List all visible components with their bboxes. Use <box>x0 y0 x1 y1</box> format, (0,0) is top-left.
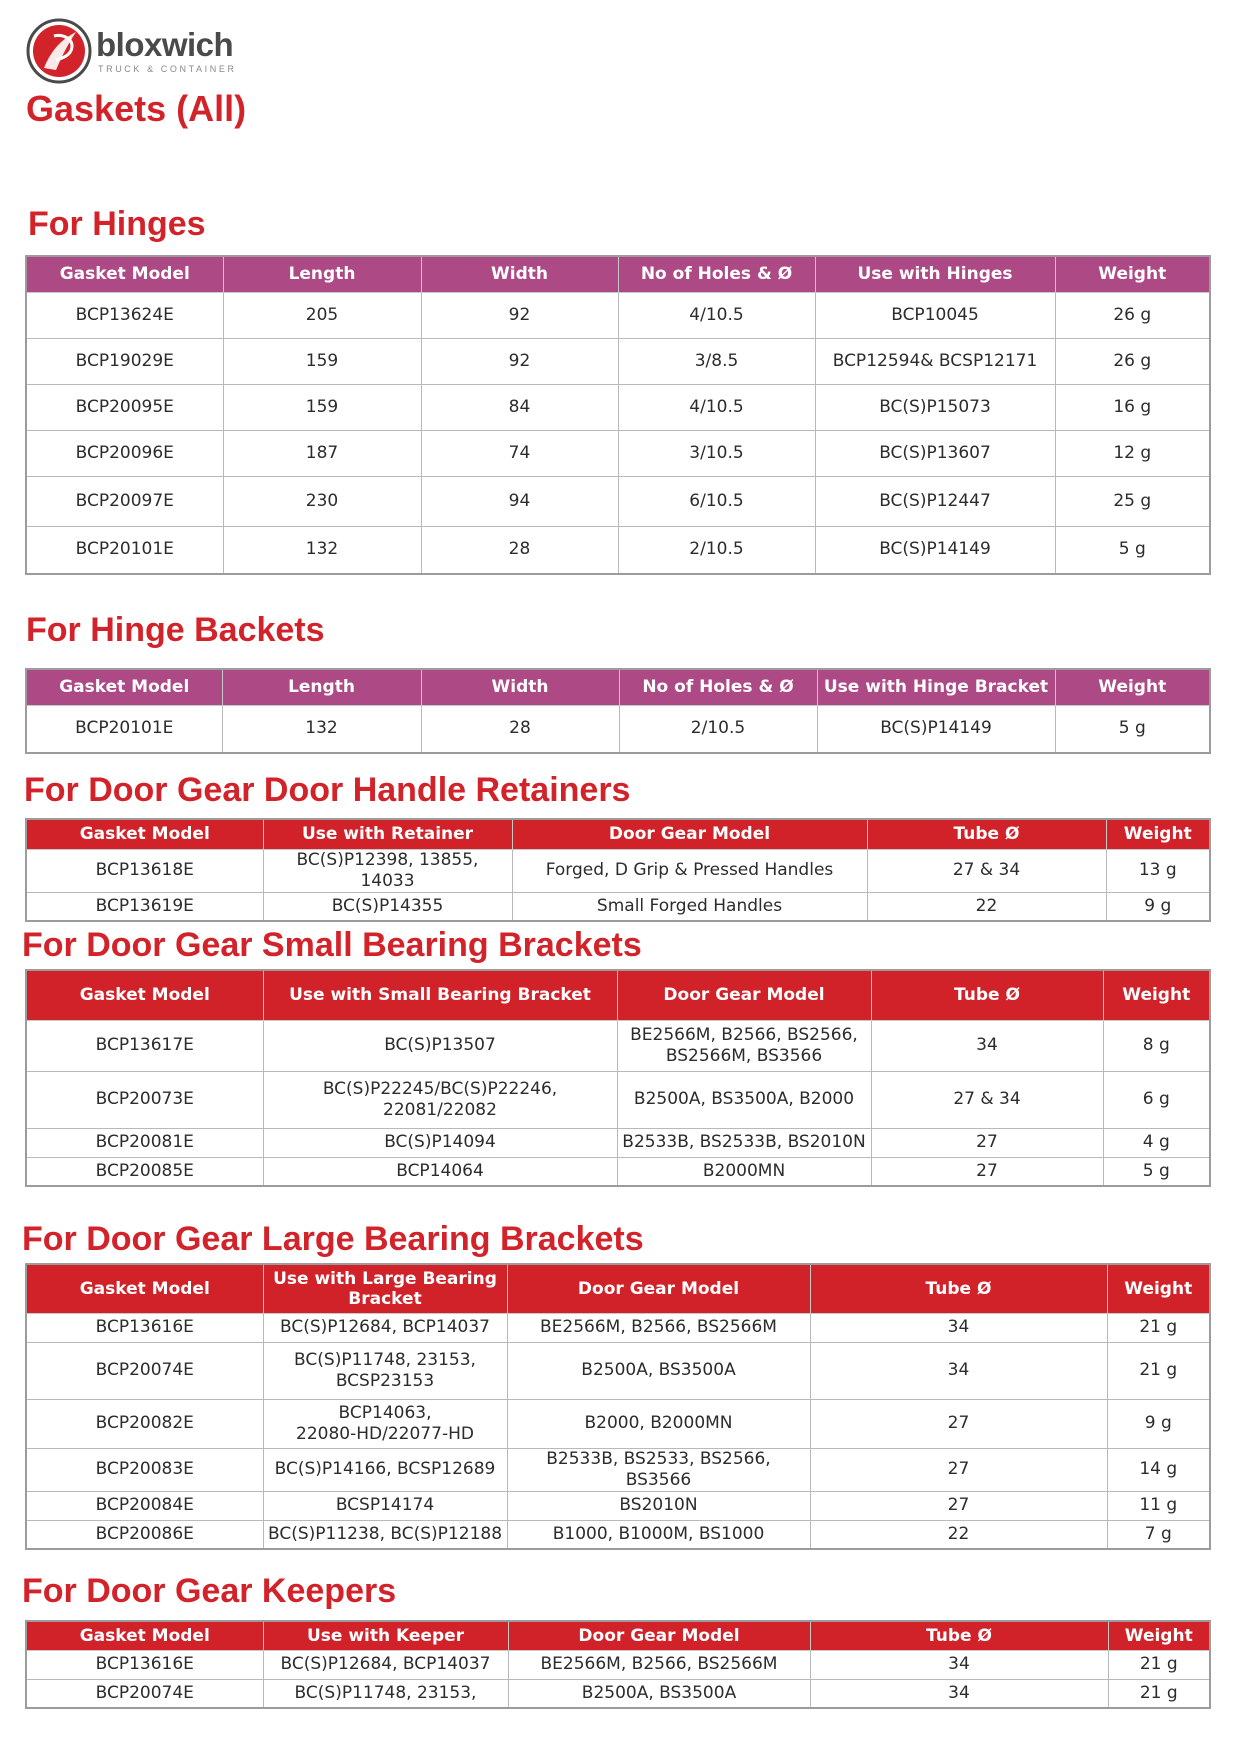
table-cell: 9 g <box>1107 1399 1210 1448</box>
table-row <box>26 292 1210 338</box>
table-large-bearing <box>25 1263 1211 1550</box>
table-cell: 132 <box>223 526 421 574</box>
table-cell: BE2566M, B2566, BS2566M <box>508 1650 810 1679</box>
table-cell: 27 <box>810 1399 1107 1448</box>
table-cell: 132 <box>222 705 421 753</box>
table-cell: BCP13619E <box>26 892 263 921</box>
table-cell: 21 g <box>1108 1650 1210 1679</box>
table-cell: 6 g <box>1103 1071 1210 1128</box>
column-header: Use with Small Bearing Bracket <box>263 970 617 1020</box>
column-header: Gasket Model <box>26 256 223 292</box>
table-cell: BCP13624E <box>26 292 223 338</box>
column-header: Length <box>223 256 421 292</box>
column-header: Width <box>421 256 618 292</box>
table-cell: BCP20083E <box>26 1448 263 1491</box>
table-hinges <box>25 255 1211 575</box>
column-header: Tube Ø <box>871 970 1103 1020</box>
table-row <box>26 1128 1210 1157</box>
table-cell: 9 g <box>1106 892 1210 921</box>
table-cell: 2/10.5 <box>618 526 815 574</box>
table-cell: 34 <box>810 1342 1107 1399</box>
section-title-large-bearing: For Door Gear Large Bearing Brackets <box>22 1220 644 1258</box>
table-row <box>26 1157 1210 1186</box>
column-header: Gasket Model <box>26 1621 263 1650</box>
table-cell: 84 <box>421 384 618 430</box>
table-cell: 26 g <box>1055 338 1210 384</box>
table-handle-retainers <box>25 818 1211 922</box>
table-cell: BCP20096E <box>26 430 223 476</box>
table-row <box>26 1399 1210 1448</box>
table-cell: 6/10.5 <box>618 476 815 526</box>
table-row <box>26 849 1210 892</box>
column-header: Gasket Model <box>26 669 222 705</box>
table-cell: 159 <box>223 384 421 430</box>
table-cell: 13 g <box>1106 849 1210 892</box>
table-cell: 34 <box>810 1313 1107 1342</box>
column-header: No of Holes & Ø <box>618 256 815 292</box>
table-cell: 28 <box>421 705 619 753</box>
column-header: Door Gear Model <box>508 1621 810 1650</box>
table-cell: BCP10045 <box>815 292 1055 338</box>
table-cell: 3/8.5 <box>618 338 815 384</box>
table-cell: BC(S)P15073 <box>815 384 1055 430</box>
table-cell: BC(S)P22245/BC(S)P22246, 22081/22082 <box>263 1071 617 1128</box>
column-header: Use with Retainer <box>263 819 512 849</box>
table-cell: 16 g <box>1055 384 1210 430</box>
column-header: Door Gear Model <box>512 819 867 849</box>
table-cell: 5 g <box>1055 705 1210 753</box>
table-cell: 4/10.5 <box>618 292 815 338</box>
table-cell: B2000MN <box>617 1157 871 1186</box>
header-row <box>26 970 1210 1020</box>
section-title-hinge-brackets: For Hinge Backets <box>26 611 325 649</box>
table-cell: BCP20082E <box>26 1399 263 1448</box>
table-cell: 34 <box>871 1020 1103 1071</box>
column-header: Use with Hinge Bracket <box>817 669 1055 705</box>
table-cell: BCP13617E <box>26 1020 263 1071</box>
table-cell: 12 g <box>1055 430 1210 476</box>
table-cell: Forged, D Grip & Pressed Handles <box>512 849 867 892</box>
table-cell: 21 g <box>1108 1679 1210 1708</box>
table-cell: B2500A, BS3500A <box>507 1342 810 1399</box>
table-row <box>26 1448 1210 1491</box>
table-cell: 5 g <box>1055 526 1210 574</box>
table-cell: 2/10.5 <box>619 705 817 753</box>
table-cell: 11 g <box>1107 1491 1210 1520</box>
table-cell: BC(S)P14166, BCSP12689 <box>263 1448 507 1491</box>
table-cell: 159 <box>223 338 421 384</box>
column-header: Weight <box>1103 970 1210 1020</box>
brand-name: bloxwich <box>96 26 234 63</box>
table-cell: 5 g <box>1103 1157 1210 1186</box>
table-cell: 34 <box>810 1650 1108 1679</box>
table-cell: BCP20101E <box>26 526 223 574</box>
table-cell: BCP20073E <box>26 1071 263 1128</box>
column-header: Use with Keeper <box>263 1621 508 1650</box>
table-cell: B2000, B2000MN <box>507 1399 810 1448</box>
table-row <box>26 1342 1210 1399</box>
column-header: Door Gear Model <box>617 970 871 1020</box>
table-cell: BCP13618E <box>26 849 263 892</box>
table-cell: 205 <box>223 292 421 338</box>
table-cell: B1000, B1000M, BS1000 <box>507 1520 810 1549</box>
page-title: Gaskets (All) <box>26 88 247 129</box>
brand-tagline: TRUCK & CONTAINER <box>98 64 237 74</box>
column-header: Length <box>222 669 421 705</box>
table-row <box>26 1491 1210 1520</box>
table-cell: B2533B, BS2533, BS2566, BS3566 <box>507 1448 810 1491</box>
table-cell: BC(S)P14355 <box>263 892 512 921</box>
table-cell: 22 <box>867 892 1106 921</box>
table-cell: 94 <box>421 476 618 526</box>
section-title-handle-retainers: For Door Gear Door Handle Retainers <box>24 771 631 809</box>
table-cell: BCP20101E <box>26 705 222 753</box>
table-cell: BCP14064 <box>263 1157 617 1186</box>
column-header: Tube Ø <box>867 819 1106 849</box>
table-cell: 4 g <box>1103 1128 1210 1157</box>
column-header: Weight <box>1106 819 1210 849</box>
column-header: Gasket Model <box>26 1264 263 1313</box>
table-cell: BC(S)P12684, BCP14037 <box>263 1650 508 1679</box>
table-row <box>26 705 1210 753</box>
section-title-keepers: For Door Gear Keepers <box>22 1572 397 1610</box>
table-cell: 187 <box>223 430 421 476</box>
column-header: Use with Hinges <box>815 256 1055 292</box>
table-cell: 14 g <box>1107 1448 1210 1491</box>
table-cell: 27 <box>871 1157 1103 1186</box>
table-cell: BCP13616E <box>26 1313 263 1342</box>
table-cell: BC(S)P12398, 13855, 14033 <box>263 849 512 892</box>
table-cell: 27 <box>871 1128 1103 1157</box>
table-cell: 8 g <box>1103 1020 1210 1071</box>
table-cell: BC(S)P13607 <box>815 430 1055 476</box>
column-header: Weight <box>1055 256 1210 292</box>
table-cell: BC(S)P12684, BCP14037 <box>263 1313 507 1342</box>
table-cell: 74 <box>421 430 618 476</box>
table-row <box>26 430 1210 476</box>
table-row <box>26 1313 1210 1342</box>
table-cell: 7 g <box>1107 1520 1210 1549</box>
table-cell: BCP12594& BCSP12171 <box>815 338 1055 384</box>
table-cell: 22 <box>810 1520 1107 1549</box>
header-row <box>26 819 1210 849</box>
table-cell: 28 <box>421 526 618 574</box>
table-cell: B2500A, BS3500A <box>508 1679 810 1708</box>
table-cell: 27 <box>810 1491 1107 1520</box>
table-cell: BC(S)P14094 <box>263 1128 617 1157</box>
table-cell: BC(S)P11748, 23153, BCSP23153 <box>263 1342 507 1399</box>
column-header: Gasket Model <box>26 819 263 849</box>
table-cell: BCSP14174 <box>263 1491 507 1520</box>
table-cell: 230 <box>223 476 421 526</box>
table-cell: BCP19029E <box>26 338 223 384</box>
column-header: Tube Ø <box>810 1621 1108 1650</box>
table-cell: 21 g <box>1107 1313 1210 1342</box>
table-cell: BCP20081E <box>26 1128 263 1157</box>
bloxwich-logo-icon <box>26 18 92 84</box>
table-cell: 4/10.5 <box>618 384 815 430</box>
table-cell: BC(S)P11238, BC(S)P12188 <box>263 1520 507 1549</box>
table-cell: Small Forged Handles <box>512 892 867 921</box>
table-row <box>26 1679 1210 1708</box>
table-cell: BCP20074E <box>26 1342 263 1399</box>
header-row <box>26 256 1210 292</box>
table-cell: BCP13616E <box>26 1650 263 1679</box>
column-header: Tube Ø <box>810 1264 1107 1313</box>
table-row <box>26 1071 1210 1128</box>
table-cell: BCP20085E <box>26 1157 263 1186</box>
table-cell: BCP20095E <box>26 384 223 430</box>
table-cell: BE2566M, B2566, BS2566, BS2566M, BS3566 <box>617 1020 871 1071</box>
header-row <box>26 1621 1210 1650</box>
table-row <box>26 384 1210 430</box>
column-header: Use with Large Bearing Bracket <box>263 1264 507 1313</box>
table-cell: 26 g <box>1055 292 1210 338</box>
column-header: Width <box>421 669 619 705</box>
table-cell: BCP20097E <box>26 476 223 526</box>
table-cell: BC(S)P13507 <box>263 1020 617 1071</box>
table-cell: 27 & 34 <box>871 1071 1103 1128</box>
table-cell: BS2010N <box>507 1491 810 1520</box>
column-header: Door Gear Model <box>507 1264 810 1313</box>
header-row <box>26 669 1210 705</box>
table-cell: BC(S)P14149 <box>817 705 1055 753</box>
table-cell: BCP20084E <box>26 1491 263 1520</box>
table-cell: B2500A, BS3500A, B2000 <box>617 1071 871 1128</box>
column-header: Weight <box>1107 1264 1210 1313</box>
table-cell: 21 g <box>1107 1342 1210 1399</box>
table-cell: 27 & 34 <box>867 849 1106 892</box>
table-cell: BE2566M, B2566, BS2566M <box>507 1313 810 1342</box>
table-row <box>26 338 1210 384</box>
header-row <box>26 1264 1210 1313</box>
table-cell: 92 <box>421 338 618 384</box>
table-row <box>26 526 1210 574</box>
table-row <box>26 476 1210 526</box>
table-cell: 34 <box>810 1679 1108 1708</box>
table-row <box>26 1020 1210 1071</box>
column-header: Weight <box>1108 1621 1210 1650</box>
section-title-small-bearing: For Door Gear Small Bearing Brackets <box>22 926 642 964</box>
table-keepers <box>25 1620 1211 1709</box>
table-cell: 3/10.5 <box>618 430 815 476</box>
table-cell: BC(S)P14149 <box>815 526 1055 574</box>
table-row <box>26 892 1210 921</box>
table-row <box>26 1650 1210 1679</box>
table-row <box>26 1520 1210 1549</box>
table-cell: BCP20074E <box>26 1679 263 1708</box>
table-cell: 92 <box>421 292 618 338</box>
table-cell: BC(S)P12447 <box>815 476 1055 526</box>
table-cell: B2533B, BS2533B, BS2010N <box>617 1128 871 1157</box>
table-small-bearing <box>25 969 1211 1187</box>
table-cell: BCP20086E <box>26 1520 263 1549</box>
section-title-hinges: For Hinges <box>28 205 206 243</box>
column-header: No of Holes & Ø <box>619 669 817 705</box>
brand-logo <box>26 18 266 86</box>
table-cell: BCP14063, 22080-HD/22077-HD <box>263 1399 507 1448</box>
table-cell: 25 g <box>1055 476 1210 526</box>
table-hinge-brackets <box>25 668 1211 754</box>
column-header: Weight <box>1055 669 1210 705</box>
column-header: Gasket Model <box>26 970 263 1020</box>
table-cell: 27 <box>810 1448 1107 1491</box>
table-cell: BC(S)P11748, 23153, <box>263 1679 508 1708</box>
